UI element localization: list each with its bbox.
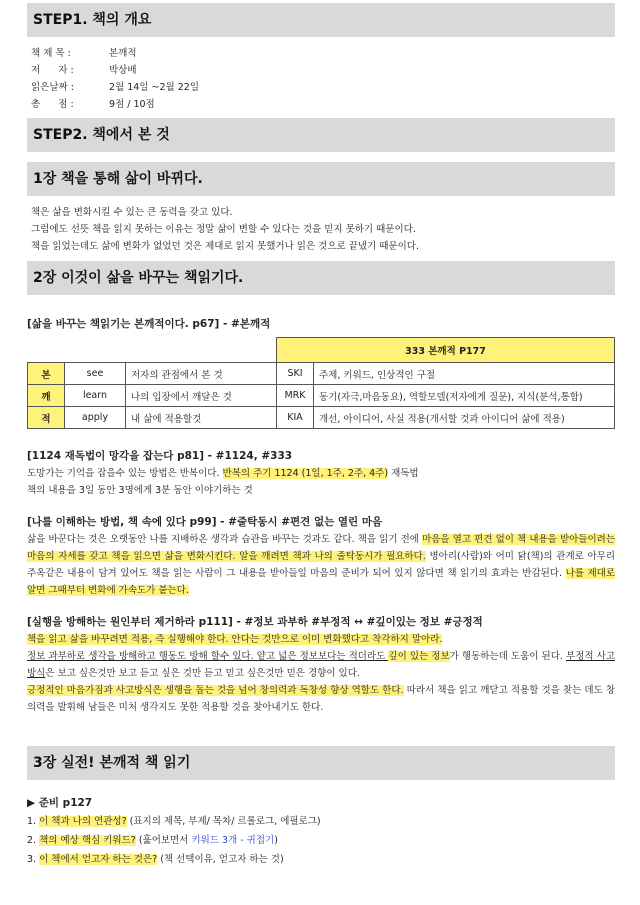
- highlight-text: 이 책과 나의 연관성?: [39, 816, 127, 827]
- table-cell-detail: 주제, 키워드, 인상적인 구절: [314, 363, 615, 385]
- text-run: (훑어보면서: [135, 835, 192, 846]
- table-row: [28, 385, 615, 407]
- chapter1-line: 책은 삶을 변화시킬 수 있는 큰 동력을 갖고 있다.: [31, 207, 233, 218]
- table-cell-desc: 내 삶에 적용할것: [126, 407, 277, 429]
- info-key: 읽은날짜 :: [31, 82, 74, 93]
- table-row: [28, 363, 615, 385]
- table-header-row: [28, 338, 615, 363]
- paragraph: [27, 682, 615, 716]
- highlight-text: 마음을 열고 편견 없이 책 내용을 받아들이려는 마음의 자세를 갖고 책을 읽으면 삶을 변화시킨다. 알을 깨려면 책과 나의 줄탁동시가 필요하다.: [27, 534, 616, 562]
- table-cell-detail: 개선, 아이디어, 사실 적용(개서할 것과 아이디어 삶에 적용): [314, 407, 615, 429]
- paragraph: [27, 648, 615, 682]
- section-self-understanding-title: [나를 이해하는 방법, 책 속에 있다 p99] - #줄탁동시 #편견 없는 열린 마음: [27, 516, 383, 528]
- table-cell-code: MRK: [277, 385, 314, 407]
- info-value: 9점 / 10점: [109, 99, 155, 110]
- highlight-text: 이 책에서 얻고자 하는 것은?: [39, 854, 158, 865]
- highlight-text: 깊이 있는 정보: [388, 651, 450, 662]
- info-value: 본깨적: [109, 48, 137, 59]
- text-run: 정보 과부하로 생각을 방해하고 행동도 방해 할수 있다. 얕고 넓은 정보보다는 적더라도: [27, 651, 389, 662]
- prep-heading: ▶ 준비 p127: [27, 797, 93, 809]
- chapter2-heading: 2장 이것이 삶을 바꾸는 책읽기다.: [27, 261, 615, 295]
- chapter1-body: [27, 196, 615, 255]
- prep-list: [27, 812, 615, 869]
- chapter1-line: 그럼에도 선뜻 책을 읽지 못하는 이유는 정말 삶이 변할 수 있다는 것을 믿지 못하기 때문이다.: [31, 224, 416, 235]
- blue-text: 키워드 3개 - 귀접기: [191, 835, 275, 846]
- info-row-title: [31, 45, 615, 62]
- section-obstacles-title: [실행을 방해하는 원인부터 제거하라 p111] - #정보 과부하 #부정적 ↔ #깊이있는 정보 #긍정적: [27, 616, 483, 628]
- section-see-learn-apply-title: [삶을 바꾸는 책읽기는 본깨적이다. p67] - #본깨적: [27, 318, 271, 330]
- table-cell-code: SKI: [277, 363, 314, 385]
- text-run: 삶을 바꾼다는 것은 오랫동안 나를 지배하온 생각과 습관을 바꾸는 것과도 같다. 책을 읽기 전에: [27, 534, 423, 545]
- section-obstacles-body: [27, 631, 615, 716]
- table-header: 333 본깨적 P177: [277, 338, 615, 363]
- section-rereading-title: [1124 재독법이 망각을 잡는다 p81] - #1124, #333: [27, 450, 293, 462]
- list-item: [27, 812, 615, 831]
- info-row-author: [31, 62, 615, 79]
- book-info: [27, 37, 615, 113]
- section-self-understanding-body: [27, 531, 615, 599]
- section-rereading-body: [27, 465, 615, 499]
- text-run: 따라서 책을 읽고 깨닫고 적용할 것을 찾는 데도 창의력을 발휘해 남들은 미처 생각지도 못한 적용할 것을 찾아내기도 한다.: [27, 685, 615, 713]
- bonkkaejeok-table: [27, 337, 615, 429]
- table-cell-en: apply: [65, 407, 126, 429]
- step2-heading: STEP2. 책에서 본 것: [27, 118, 615, 152]
- table-cell-desc: 저자의 관점에서 본 것: [126, 363, 277, 385]
- text-run: 도망가는 기억을 잡을수 있는 방법은 반복이다.: [27, 468, 223, 479]
- info-row-date: [31, 79, 615, 96]
- list-number: 3.: [27, 854, 40, 865]
- highlight-text: 긍정적인 마음가짐과 사고방식은 생행을 돕는 것을 넘어 창의력과 독창성 향상 역할도 한다.: [27, 685, 404, 696]
- table-cell-key: 적: [28, 407, 65, 429]
- highlight-text: 책의 예상 핵심 키워드?: [39, 835, 136, 846]
- table-cell-key: 본: [28, 363, 65, 385]
- text-run: (책 선택이유, 얻고자 하는 것): [157, 854, 284, 865]
- table-empty-cell: [28, 338, 277, 363]
- list-item: [27, 831, 615, 850]
- step1-heading: STEP1. 책의 개요: [27, 3, 615, 37]
- text-run: 재독법: [388, 468, 419, 479]
- table-row: [28, 407, 615, 429]
- table-cell-en: see: [65, 363, 126, 385]
- highlight-text: 책을 읽고 삶을 바꾸려면 적용, 즉 실행해야 한다. 안다는 것만으로 이미 변화했다고 착각하지 말아라.: [27, 634, 443, 645]
- text-run: ): [274, 835, 278, 846]
- chapter1-line: 책을 읽었는데도 삶에 변화가 없었던 것은 제대로 읽지 못했거나 읽은 것으로 끝냈기 때문이다.: [31, 241, 419, 252]
- list-number: 2.: [27, 835, 40, 846]
- paragraph-line: [27, 631, 615, 648]
- table-cell-key: 깨: [28, 385, 65, 407]
- highlight-text: 나를 제대로 알면 그때부터 변화에 가속도가 붙는다.: [27, 568, 616, 596]
- table-cell-en: learn: [65, 385, 126, 407]
- table-cell-code: KIA: [277, 407, 314, 429]
- info-row-score: [31, 96, 615, 113]
- info-key: 책 제 목 :: [31, 48, 71, 59]
- chapter3-heading: 3장 실전! 본깨적 책 읽기: [27, 746, 615, 780]
- paragraph-line: 책의 내용을 3일 동안 3명에게 3분 동안 이야기하는 것: [27, 485, 253, 496]
- highlight-text: 반복의 주기 1124 (1일, 1주, 2주, 4주): [222, 468, 389, 479]
- text-run: (표지의 제목, 부제/ 목차/ 르롤로그, 에필로그): [126, 816, 321, 827]
- table-cell-detail: 동기(자극,마음동요), 역할모델(저자에게 질문), 지식(분석,통합): [314, 385, 615, 407]
- chapter1-heading: 1장 책을 통해 삶이 바뀌다.: [27, 162, 615, 196]
- text-run: 가 행동하는데 도움이 된다.: [449, 651, 567, 662]
- table-cell-desc: 나의 입장에서 깨달은 것: [126, 385, 277, 407]
- info-key: 저 자 :: [31, 65, 74, 76]
- info-value: 2월 14일 ~2월 22일: [109, 82, 199, 93]
- text-run: 병아리(사람)와 어미 닭(책)의 관계로 아무리 주옥같은 내용이 담겨 있어도 책을 읽는 사람이 그 내용을 받아들일 마음의 준비가 되어 있지 않다면 책 읽기의 효과는 반감된다.: [27, 551, 615, 579]
- paragraph-line: [27, 465, 615, 482]
- info-value: 박상배: [109, 65, 137, 76]
- info-key: 총 점 :: [31, 99, 74, 110]
- underlined-text: 부정적 사고방식: [27, 651, 615, 679]
- list-item: [27, 850, 615, 869]
- document-page: [27, 0, 615, 869]
- list-number: 1.: [27, 816, 40, 827]
- text-run: 은 보고 싶은것만 보고 듣고 싶은 것만 듣고 믿고 싶은것만 믿은 경향이 있다.: [45, 668, 360, 679]
